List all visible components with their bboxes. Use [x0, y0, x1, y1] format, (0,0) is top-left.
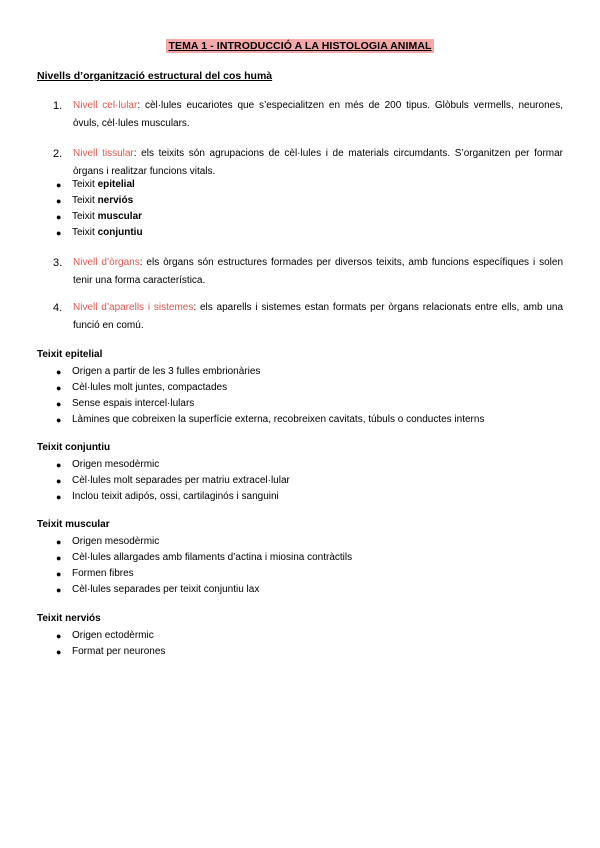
tissue-name: epitelial [97, 179, 135, 190]
list-item [56, 225, 143, 241]
bullet-icon: ● [56, 196, 62, 206]
level-label: Nivell d’aparells i sistemes [73, 302, 194, 313]
level-text: : els òrgans són estructures formades per diversos teixits, amb funcions específiques i solen tenir una forma característica. [73, 257, 564, 286]
level-text: : els teixits són agrupacions de cèl·lules i de materials circumdants. S’organitzen per formar òrgans i realitzar funcions vitals. [73, 148, 564, 177]
list-item [56, 457, 159, 473]
bullet-icon: ● [56, 569, 62, 579]
bullet-icon: ● [56, 367, 62, 377]
list-item-text: Origen ectodèrmic [72, 630, 154, 641]
tissue-prefix: Teixit [72, 179, 98, 190]
tissue-name: muscular [97, 211, 143, 222]
list-item [56, 473, 290, 489]
bullet-icon: ● [56, 492, 62, 502]
list-item-text: Format per neurones [72, 646, 166, 657]
title-wrapper [0, 36, 600, 54]
list-item [56, 412, 484, 428]
list-item [56, 380, 227, 396]
page-title: TEMA 1 - INTRODUCCIÓ A LA HISTOLOGIA ANIMAL [168, 40, 432, 52]
bullet-icon: ● [56, 631, 62, 641]
bullet-icon: ● [56, 460, 62, 470]
bullet-icon: ● [56, 212, 62, 222]
list-item [56, 534, 159, 550]
bullet-icon: ● [56, 383, 62, 393]
tissue-prefix: Teixit [72, 227, 98, 238]
list-item-text: Cèl·lules allargades amb filaments d’actina i miosina contràctils [72, 552, 353, 563]
list-item-text: Cèl·lules molt juntes, compactades [72, 382, 228, 393]
bullet-icon: ● [56, 537, 62, 547]
bullet-icon: ● [56, 415, 62, 425]
list-item [56, 566, 134, 582]
level-number: 3. [53, 257, 63, 269]
level-number: 2. [53, 148, 63, 160]
list-item-text: Làmines que cobreixen la superfície externa, recobreixen cavitats, túbuls o conductes interns [72, 414, 485, 425]
list-item-text: Origen mesodèrmic [72, 536, 160, 547]
list-item [56, 396, 194, 412]
level-item [53, 145, 563, 181]
list-item [56, 364, 260, 380]
tissue-prefix: Teixit [72, 195, 98, 206]
level-item [53, 254, 563, 290]
list-item [56, 628, 154, 644]
list-item-text: Formen fibres [72, 568, 134, 579]
list-item [56, 644, 165, 660]
list-item-text: Inclou teixit adipós, ossi, cartilaginós i sanguini [72, 491, 279, 502]
section-subtitle: Nivells d’organització estructural del cos humà [37, 70, 273, 82]
level-number: 4. [53, 302, 63, 314]
list-item [56, 489, 279, 505]
level-label: Nivell tissular [73, 148, 134, 159]
level-item [53, 299, 563, 335]
tissue-name: conjuntiu [97, 227, 143, 238]
bullet-icon: ● [56, 647, 62, 657]
bullet-icon: ● [56, 399, 62, 409]
bullet-icon: ● [56, 180, 62, 190]
bullet-icon: ● [56, 476, 62, 486]
level-item [53, 97, 563, 133]
list-item [56, 582, 259, 598]
list-item [56, 550, 352, 566]
list-item [56, 177, 135, 193]
list-item [56, 209, 142, 225]
list-item-text: Sense espais intercel·lulars [72, 398, 195, 409]
bullet-icon: ● [56, 228, 62, 238]
list-item-text: Cèl·lules separades per teixit conjuntiu lax [72, 584, 260, 595]
bullet-icon: ● [56, 585, 62, 595]
list-item-text: Origen mesodèrmic [72, 459, 160, 470]
level-label: Nivell d’òrgans [73, 257, 140, 268]
level-text: : els aparells i sistemes estan formats per òrgans relacionats entre ells, amb una funció en comú. [73, 302, 564, 331]
list-item-text: Cèl·lules molt separades per matriu extracel·lular [72, 475, 290, 486]
section-heading: Teixit nerviós [37, 613, 101, 624]
level-number: 1. [53, 100, 63, 112]
tissue-prefix: Teixit [72, 211, 98, 222]
level-label: Nivell cel·lular [73, 100, 138, 111]
list-item [56, 193, 133, 209]
level-text: : cèl·lules eucariotes que s’especialitzen en més de 200 tipus. Glòbuls vermells, neurones, òvuls, cèl·lules musculars. [73, 100, 563, 129]
section-heading: Teixit conjuntiu [37, 442, 111, 453]
section-heading: Teixit epitelial [37, 349, 103, 360]
tissue-name: nerviós [97, 195, 134, 206]
list-item-text: Origen a partir de les 3 fulles embrionàries [72, 366, 261, 377]
section-heading: Teixit muscular [37, 519, 110, 530]
bullet-icon: ● [56, 553, 62, 563]
